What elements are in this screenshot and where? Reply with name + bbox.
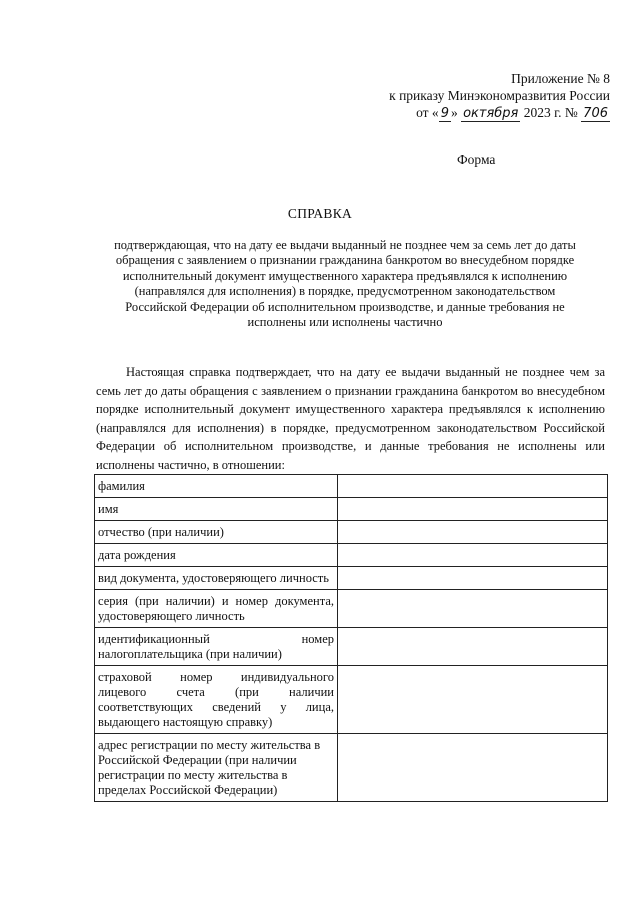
table-row [95,734,608,802]
table-row [95,498,608,521]
row-value-id-document-type[interactable] [338,567,608,590]
row-label-id-document-number: серия (при наличии) и номер документа, удостоверяющего личность [95,590,338,628]
table-row [95,666,608,734]
handwritten-day: 9 [440,106,449,121]
document-title: СПРАВКА [287,206,353,221]
appendix-header [340,70,610,122]
row-label-inn: идентификационный номер налогоплательщика (при наличии) [95,628,338,666]
row-value-surname[interactable] [338,475,608,498]
row-label-snils: страховой номер индивидуального лицевого счета (при наличии соответствующих сведений у лица, выдающего настоящую справку) [95,666,338,734]
row-value-inn[interactable] [338,628,608,666]
form-label: Форма [457,152,496,167]
person-data-table [94,474,608,802]
row-label-birth-date: дата рождения [95,544,338,567]
row-value-birth-date[interactable] [338,544,608,567]
intro-paragraph: Настоящая справка подтверждает, что на дату ее выдачи выданный не позднее чем за семь лет до даты обращения с заявлением о признании гражданина банкротом во внесудебном порядке исполнительный документ имущественного характера предъявлялся к исполнению (направлялся для исполнения) в порядке, предусмотренном законодательством Российской Федерации об исполнительном производстве, и данные требования не исполнены или исполнены частично, в отношении: [96,365,605,472]
row-value-registration-address[interactable] [338,734,608,802]
row-label-name: имя [95,498,338,521]
row-label-id-document-type: вид документа, удостоверяющего личность [95,567,338,590]
table-row [95,521,608,544]
date-year: 2023 г. № [523,105,578,120]
handwritten-month: октября [463,106,519,121]
row-label-patronymic: отчество (при наличии) [95,521,338,544]
row-value-snils[interactable] [338,666,608,734]
table-row [95,544,608,567]
row-label-registration-address: адрес регистрации по месту жительства в Российской Федерации (при наличии регистрации по месту жительства в пределах Российской Федерации) [95,734,338,802]
date-prefix: от « [416,105,439,120]
row-value-id-document-number[interactable] [338,590,608,628]
date-mid: » [450,105,458,120]
handwritten-order-number: 706 [583,106,608,121]
table-row [95,628,608,666]
appendix-number: Приложение № 8 [511,71,610,86]
document-subtitle: подтверждающая, что на дату ее выдачи выданный не позднее чем за семь лет до даты обращения с заявлением о признании гражданина банкротом во внесудебном порядке исполнительный документ имущественного характера предъявлялся к исполнению (направлялся для исполнения) в порядке, предусмотренном законодательством Российской Федерации об исполнительном производстве, и данные требования не исполнены или исполнены частично [114,238,576,330]
row-value-patronymic[interactable] [338,521,608,544]
row-value-name[interactable] [338,498,608,521]
table-row [95,590,608,628]
row-label-surname: фамилия [95,475,338,498]
table-row [95,475,608,498]
order-reference: к приказу Минэкономразвития России [389,88,610,103]
order-date-line [340,104,610,122]
table-row [95,567,608,590]
